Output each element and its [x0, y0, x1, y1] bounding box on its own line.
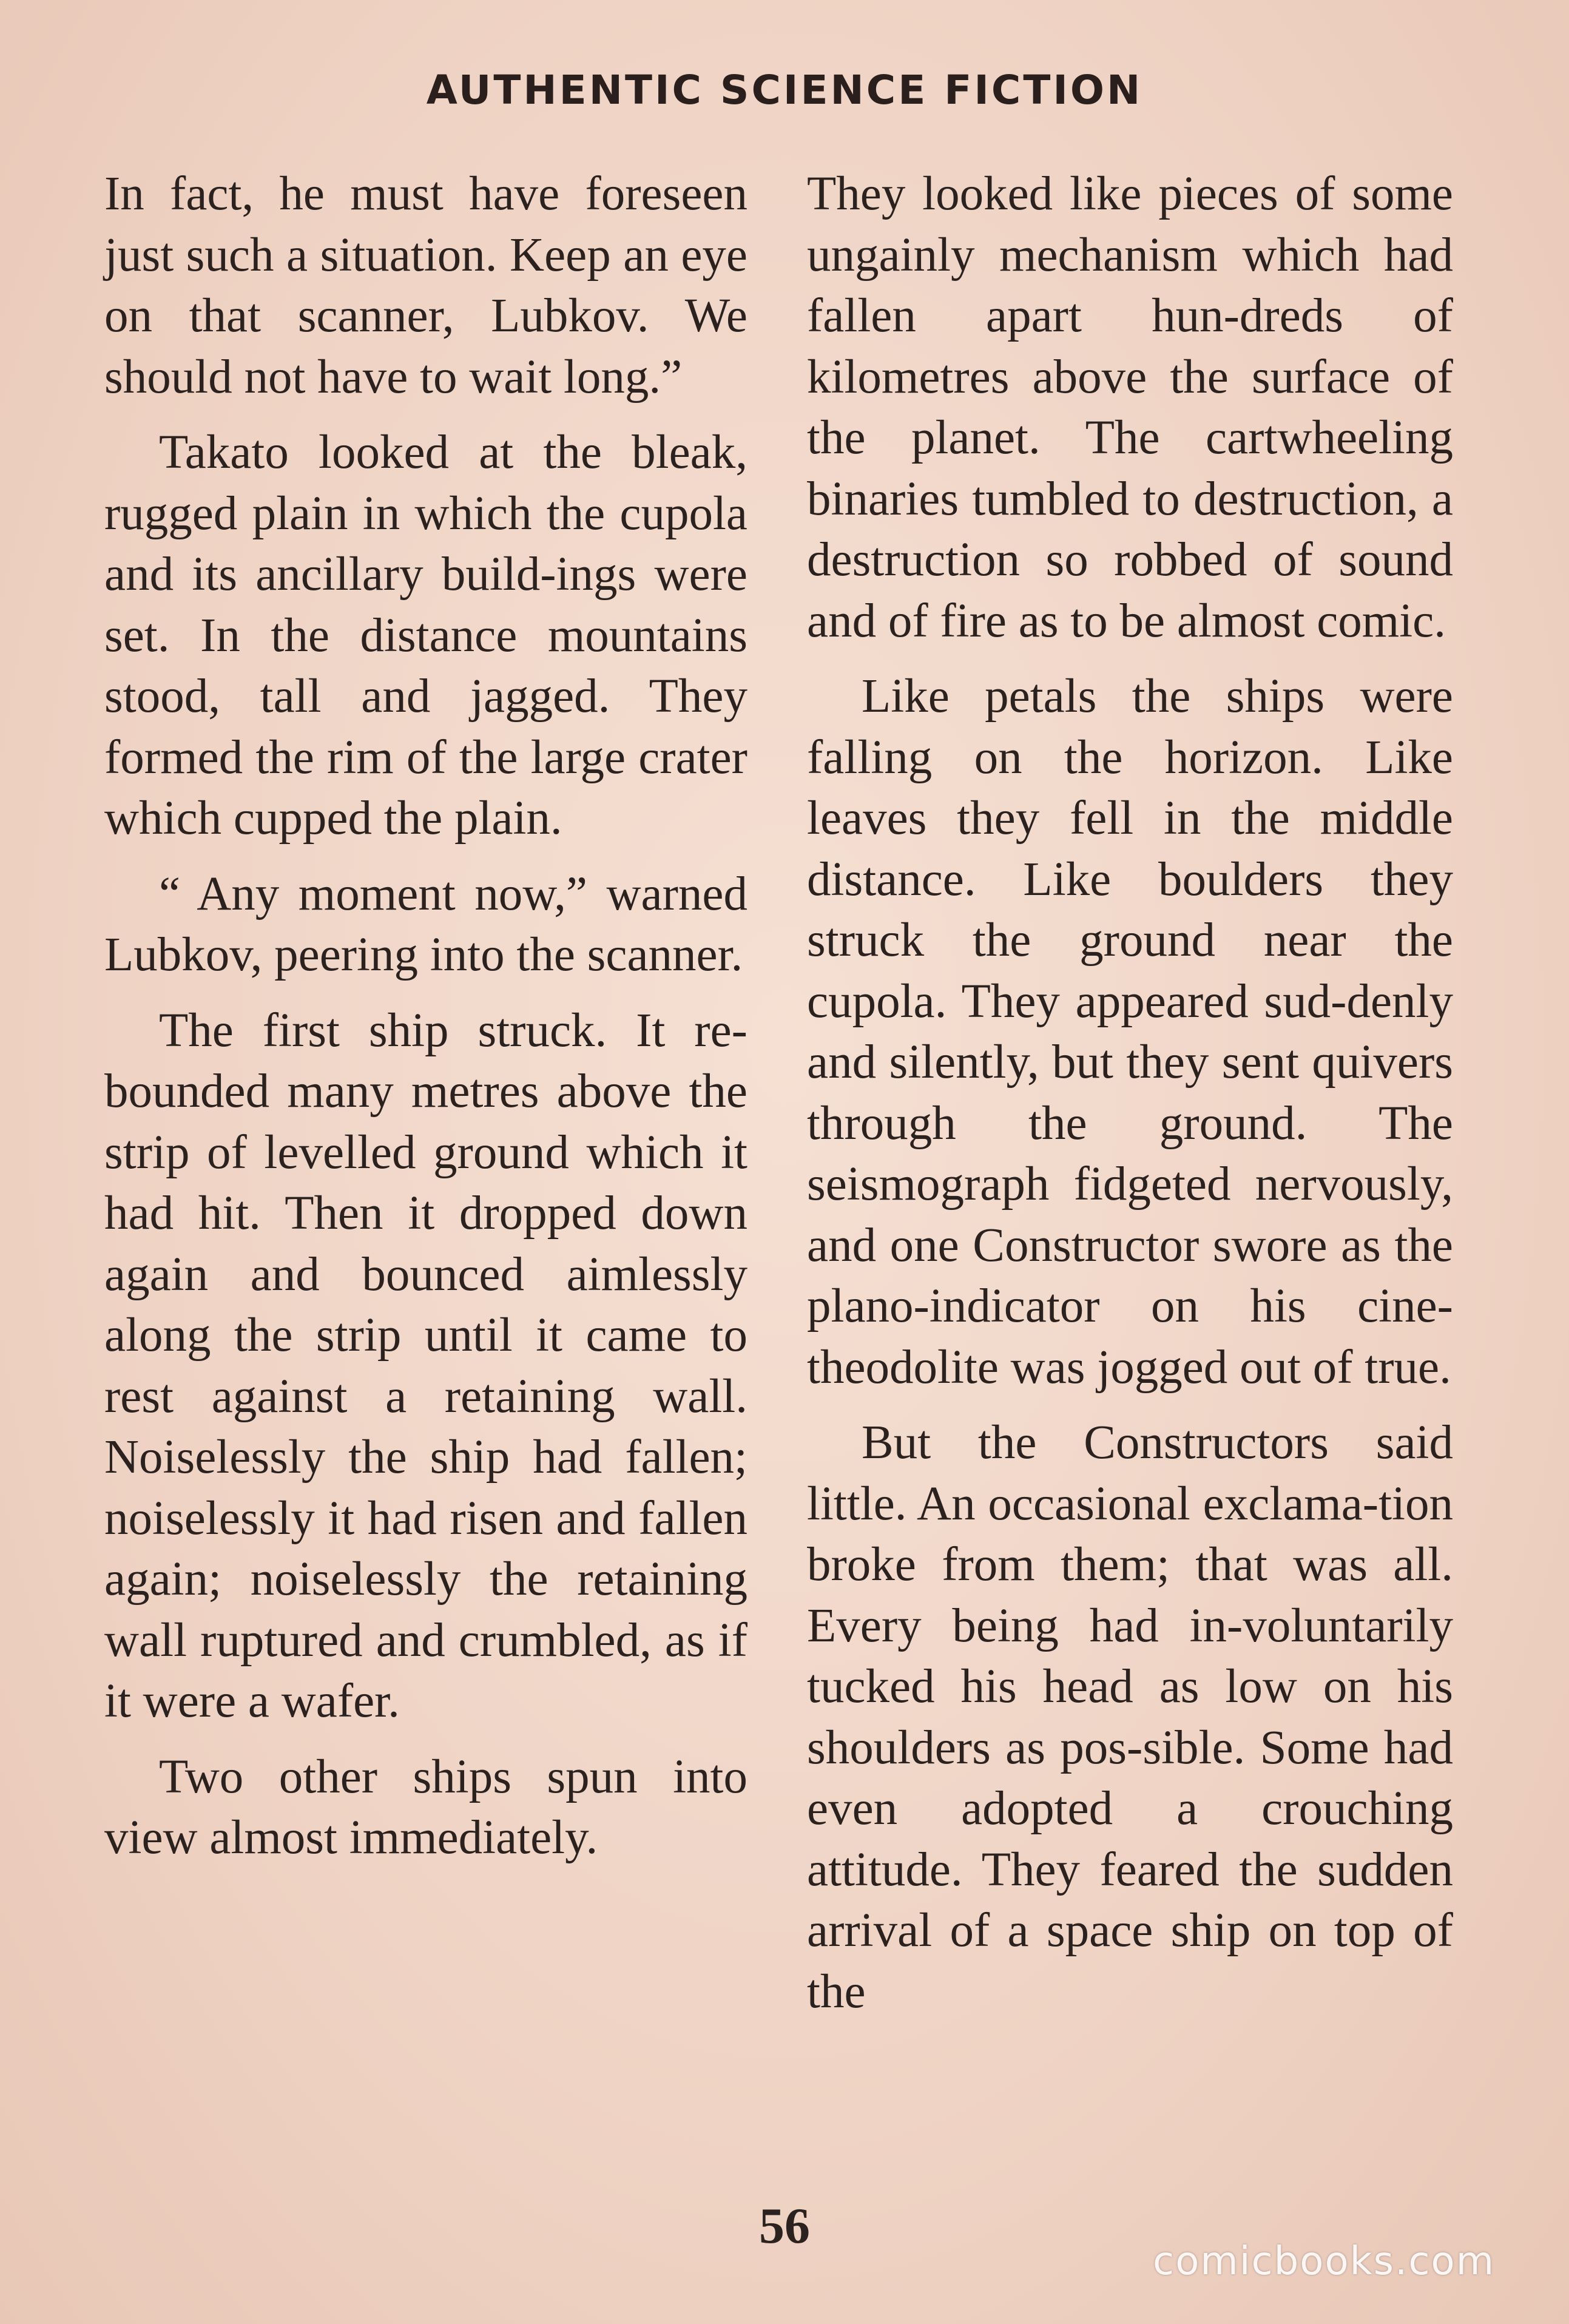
page-number: 56: [759, 2198, 810, 2254]
right-column: [807, 164, 1453, 2037]
paragraph: But the Constructors said little. An occasional exclama-tion broke from them; that was all. Every being had in-voluntarily tucked his head as low on his shoulders as pos-sible. Some had even adopted a crouching attitude. They feared the sudden arrival of a space ship on top of the: [807, 1416, 1453, 2018]
left-column: [104, 164, 747, 1883]
watermark: comicbooks.com: [1153, 2239, 1496, 2284]
paragraph: Two other ships spun into view almost immediately.: [104, 1750, 747, 1864]
running-head: AUTHENTIC SCIENCE FICTION: [426, 67, 1143, 113]
paragraph: Takato looked at the bleak, rugged plain in which the cupola and its ancillary build-ings were set. In the distance mountains stood, tall and jagged. They formed the rim of the large crater which cupped the plain.: [104, 426, 747, 845]
paragraph: They looked like pieces of some ungainly mechanism which had fallen apart hun-dreds of kilometres above the surface of the planet. The cartwheeling binaries tumbled to destruction, a destruction so robbed of sound and of fire as to be almost comic.: [807, 167, 1453, 647]
paragraph: The first ship struck. It re-bounded many metres above the strip of levelled ground which it had hit. Then it dropped down again and bounced aimlessly along the strip until it came to rest against a retaining wall. Noiselessly the ship had fallen; noiselessly it had risen and fallen again; noiselessly the retaining wall ruptured and crumbled, as if it were a wafer.: [104, 1004, 747, 1728]
paragraph: “ Any moment now,” warned Lubkov, peering into the scanner.: [104, 867, 747, 981]
paragraph: In fact, he must have foreseen just such a situation. Keep an eye on that scanner, Lubkov. We should not have to wait long.”: [104, 167, 747, 404]
paragraph: Like petals the ships were falling on the horizon. Like leaves they fell in the middle distance. Like boulders they struck the ground near the cupola. They appeared sud-denly and silently, but they sent quivers through the ground. The seismograph fidgeted nervously, and one Constructor swore as the plano-indicator on his cine-theodolite was jogged out of true.: [807, 670, 1453, 1394]
